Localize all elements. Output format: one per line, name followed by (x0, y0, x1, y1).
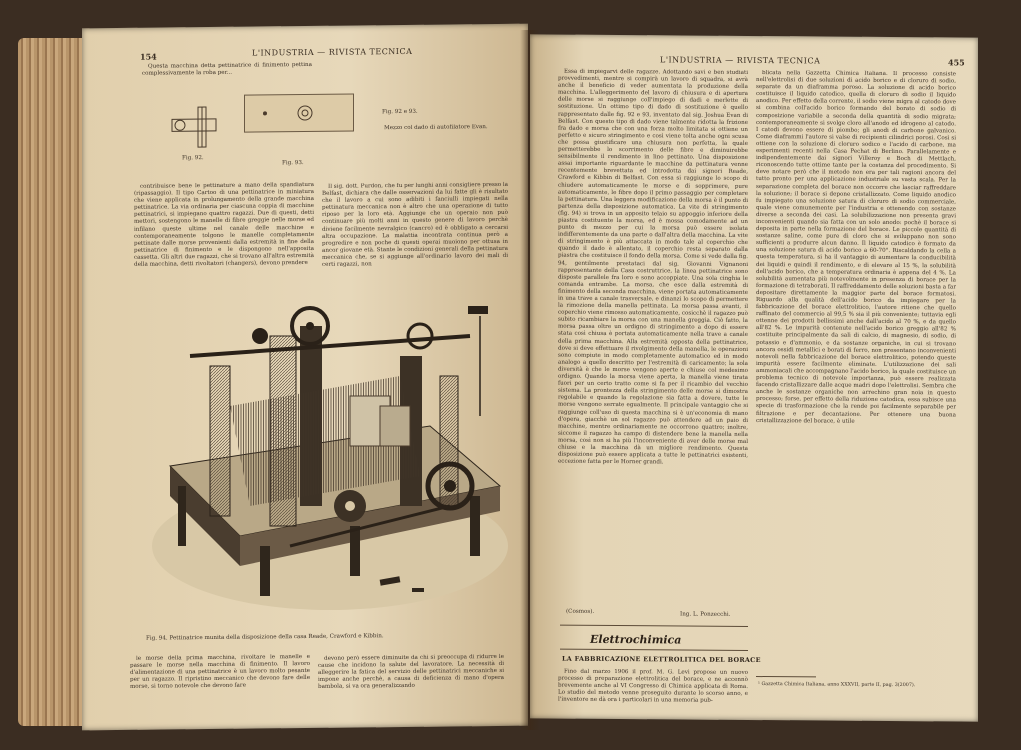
fig-93-svg (245, 94, 353, 131)
author-signature: Ing. L. Ponzecchi. (680, 611, 731, 618)
footnote: ¹ Gazzetta Chimica Italiana, anno XXXVII, parte II, pag. 3(2007). (758, 682, 916, 689)
book-page-edges (18, 38, 84, 726)
fig-note (378, 124, 488, 143)
left-top-paragraph: Questa macchina detta pettinatrice di finimento pettina complessivamente la roba per... (142, 61, 312, 77)
fig-note-text: Mezzo col dado di autofilatore Evan. (384, 124, 488, 132)
right-page (530, 34, 978, 721)
right-running-head: L'INDUSTRIA — RIVISTA TECNICA (660, 55, 821, 66)
section-rule-bottom (560, 649, 748, 651)
right-column-1 (558, 69, 748, 596)
left-bottom-column-1 (130, 654, 310, 716)
fig-93-drawing (244, 93, 354, 132)
section-title: Elettrochimica (590, 632, 682, 647)
fig-92-drawing (164, 101, 224, 154)
right-column-2-text: blicata nella Gazzetta Chimica Italiana. Il processo consiste nell'elettrolisi di due soluzioni di acido borico e di cloruro di sodio, separate da un diaframma poroso. La soluzione di acido borico costituisce il liquido catodico, quella di cloruro di sodio il liquido anodico. Per effetto della corrente, il sodio viene migra al catodo dove si combina coll'acido borico formando del borato di sodio di composizione variabile a seconda della quantità di sodio migrata; contemporaneamente si svolge cloro all'anodo ed idrogeno al catodo. I catodi devono essere di piombo; gli anodi di carbone galvanico. Come diaframmi l'autore si valse di recipienti cilindrici porosi. Così si ottiene con la soluzione di cloruro sodico e l'acido di carbone, ma esperimenti recenti nella Casa Pechat di Berlino. Parallelamente e indipendentemente dai signori Villeroy e Boch di Mettlach, riconoscendo tutte ottime tante per la costanza del procedimento. Si deve notare però che il metodo non era per tali ragioni ancora del tutto pronto per una applicazione industriale su vasta scala. Per la separazione completa del borace non occorre che lasciar raffreddare la soluzione; il borace si depone cristallizzato. Come liquido anodico fu impiegato una soluzione satura di cloruro di sodio commerciale, quale viene comunemente per l'industria e ottenendo con sostanze diverse a seconda dei casi. La solubilizzazione non presenta gravi inconvenienti quando sia fatta con un solo anodo: pochè il borace si deposita in parte nella formazione del borace. Le piccole quantità di sostanze saline, come pure di cloro che si sviluppano non sono sufficienti a produrre alcun danno. Il liquido catodico è formato da una soluzione satura di acido borico a 60-70°. Riscaldando la cella a questa temperatura, si ha il vantaggio di aumentare la conducibilità dei liquidi e quindi il rendimento, e di elevare al 15 %, la solubilità dell'acido borico, che a temperatura ordinaria è appena del 4 %. La solubilità aumentata più notevolmente in presenza di borace per la formazione di tetraborati. Il raffreddamento delle soluzioni basta a far depositare direttamente la maggior parte del borace formatosi. Riguardo alla qualità dell'acido borico da impiegare per la fabbricazione del borace elettrolitico, l'autore ritiene che quello raffinato del commercio al 99,5 % sia il più conveniente; tuttavia egli ottenne dei prodotti bellissimi anche dall'acido al 70 %, e da quello all'82 %. Le impurità contenute nell'acido borico greggio all'82 % costituite principalmente da sali di calcio, di magnesio, di sodio, di potassio e d'ammonio, e da sostanze organiche, in cui si trovano ancora ossidi metallici e borati di ferro, non presentano inconvenienti notevoli nella fabbricazione del borace elettrolitico, potendo queste impurità essere facilmente eliminate. L'utilizzazione dei sali ammoniacali che accompagnano l'acido borico, la quale costituisce un problema tecnico di notevole importanza, può essere realizzata facendo cristallizzare dalle acque madri dopo l'elettrolisi. Sembra che anche le sostanze organiche non arrechino gran noia in questo processo; forse, per effetto della riduzione catodica, essa subisce una specie di trasformazione che la rende poi facilmente separabile per filtrazione e per decantazione. Per ottenere una buona cristallizzazione del borace, è utile (756, 70, 956, 425)
section-rule-top (560, 625, 748, 627)
left-bottom-column-1-text: le morse della prima macchina, rivoltare le manelle e passare le morse nella macchina di finimento. Il lavoro d'alimentazione di una pettinatrice è un lavoro molto pesante per un ragazzo. Il ripristino meccanico che devono fare delle morse, si torno notevole che devono fare (130, 653, 310, 691)
left-column-2 (322, 182, 508, 314)
section-intro-text: Fino dal marzo 1906 il prof. M. G. Levi propose un nuovo processo di preparazione elettrolitica del borace, e ne accennò brevemente anche al VI Congresso di Chimica applicata di Roma. Lo studio del metodo venne proseguito durante lo scorso anno, e l'inventore ne dà ora i particolari in una memoria pub- (558, 668, 748, 705)
left-top-text (142, 62, 312, 90)
left-bottom-column-2-text: devono però essere diminuite da chi si preoccupa di ridurre le cause che incidono la salute del lavoratore. La necessità di alleggerire la fatica del servizio delle pettinatrici meccaniche si impone anche perchè, a causa di deficienza di mano d'opera bambola, si va ora generalizzando (318, 653, 504, 691)
left-column-2-text: Il sig. dott. Purdon, che fu per lunghi anni consigliere presso la Belfast, dichiara che dalle osservazioni da lui fatte gli è risultato che il lavoro a cui sono adibiti i fanciulli impiegati nella pettinatura meccanica non è altro che una operazione di tutto riposo per la loro età. Aggiunge che un operaio non può continuare più molti anni in questo genere di lavoro perchè diviene facilmente nevralgico (cancro) ed è obbligato a cercarsi altra occupazione. La malattia incontrata continua però a progredire e non poche di questi operai muoiono per ottusa in ancor giovane età. Stante le condizioni generali della pettinatura meccanica che, se si aggiunge all'ordinario lavoro dei mali di certi ragazzi, non (322, 181, 508, 268)
section-intro (558, 669, 748, 716)
right-column-2 (756, 70, 956, 671)
right-page-number: 455 (948, 57, 965, 68)
right-column-1-text: Essa di impiegarvi delle ragazze. Adottando savi e ben studiati provvedimenti, mentre si compirà un lavoro di squadra, si avrà anche il beneficio di veder aumentata la produzione della macchina. L'alleggerimento del lavoro di chiusura e di apertura delle morse si raggiunge coll'impiego di dadi e merlette di sostituzione. Un ottimo tipo di dado di sostituzione è quello rappresentato dalle fig. 92 e 93, inventato dal sig. Joshua Evan di Belfast. Con questo tipo di dado viene talmente ridotta la frizione fra dado e morsa che con una forza molto limitata si ottiene un perfetto e sicuro stringimento e così viene tolta anche ogni scusa che possa giustificare una chiusura non perfetta, la quale permetterebbe lo scorrimento delle fibre e diminuirebbe sensibilmente il rendimento in lino pettinato. Una disposizione assai importante riguardante le macchine da pettinatura venne recentemente brevettata ed introdotta dai signori Reade, Crawford e Kibbin di Belfast. Con essa si raggiunge lo scopo di chiudere automaticamente le morse e di sopprimere, pure automaticamente, le fibre dopo il primo passaggio per completare la pettinatura. Una leggera modificazione della morsa è il punto di partenza della disposizione automatica. La vite di stringimento (fig. 94) si trova in un apposito telaio su appoggio inferiore della piastra costituente la morsa, ed è mossa comodamente ad un punto di mezzo per cui la morsa può essere isolata indifferentemente da una parte o dall'altra della macchina. La vite di stringimento è più attaccata in modo tale al coperchio che quando il dado è allentato, il coperchio resta separato dalla piastra che costituisce il fondo della morsa. Come si vede dalla fig. 94, gentilmente prestataci dal sig. Giovanni Vignanoni rappresentante della Casa costruttrice, la linea pettinatrice sono disposte parallele fra loro e sono accoppiate. Una sola cinghia le comanda entrambe. La morsa, che esce dalla estremità di finimento della seconda macchina, viene portata automaticamente in una trave a canale trasversale, e dinanzi lo scopo di permettere la rimozione della manella pettinata. La morsa passa avanti, il coperchio viene rimosso automaticamente, cosicchè il ragazzo può subito ricambiare la morsa con una manella greggia. Ciò fatto, la morsa passa oltre un ordigno di stringimento a dopo di essere stata così chiusa è portata automaticamente nella trave a canale della prima macchina. Alla estremità opposta della pettinatrice, dove si deve effettuare il rivolgimento della manella, le operazioni sono compiute in modo completamente automatico ed in modo analogo a quello descritto per l'estremità di caricamento; la sola diversità è che le morse vengono aperte e chiuse col medesimo ordigno. Quando la morsa viene aperta, la manella viene tirata fuori per un certo tratto come si fa per il ricambio del vecchio sistema. La prontezza della stringimento delle morse si dimostra regolabile e quando la regolazione sia fatta a dovere, tutte le morse vengono serrate egualmente. Il principale vantaggio che si raggiunge coll'uso di questa macchina si è un'economia di mano d'opera, giacchè un sol ragazzo può attendere ad un paio di macchine, mentre ordinariamente ne occorrono quattro; inoltre, siccome il ragazzo ha campo di distendere bene la manella nella morsa, così non si ha più l'inconveniente di aver delle morse mal chiuse e la macchina dà un migliore rendimento. Questa disposizione può essere applicata a tutte le pettinatrici esistenti, eccezione fatta per le Horner grandi. (558, 68, 748, 466)
fig-92-caption: Fig. 92. (182, 155, 204, 162)
left-running-head: L'INDUSTRIA — RIVISTA TECNICA (252, 46, 413, 58)
fig-92-93-caption: Fig. 92 e 93. (382, 108, 418, 116)
left-page-number: 154 (140, 51, 157, 62)
footnote-rule (756, 676, 816, 677)
left-column-1-text: contribuisce bene le pettinature a mano della spandiatura (ripassaggio). Il tipo Cartoo di una pettinatrice in miniatura che viene applicata in prolungamento della grande macchina pettinatrice. La via ordinaria per ciascuna coppia di macchine pettinatrici, si impiegano quattro ragazzi. Due di questi, detti mettori, sostengono le manelle di fibre greggie nelle morse ed infilano queste ultime nel canale delle macchine e contemporaneamente tolgono le manelle completamente pettinate dalle morse provenienti dalla estremità in fine della pettinatrice di finimento e le dispongono nell'apposita cassetta. Gli altri due ragazzi, che si trovano all'altra estremità della macchina, detti rivoltatori (changers), devono prendere (134, 181, 314, 268)
fig-93-caption: Fig. 93. (282, 160, 304, 167)
source-note: (Cosmos). (566, 608, 595, 615)
fig-92-svg (164, 101, 224, 154)
left-bottom-column-2 (318, 654, 504, 716)
fig-94-caption: Fig. 94. Pettinatrice munita della disposizione della casa Reade, Crawford e Kibbin. (146, 633, 384, 642)
section-subtitle: LA FABBRICAZIONE ELETTROLITICA DEL BORACE (562, 654, 761, 665)
fig-94-engraving (150, 296, 510, 616)
